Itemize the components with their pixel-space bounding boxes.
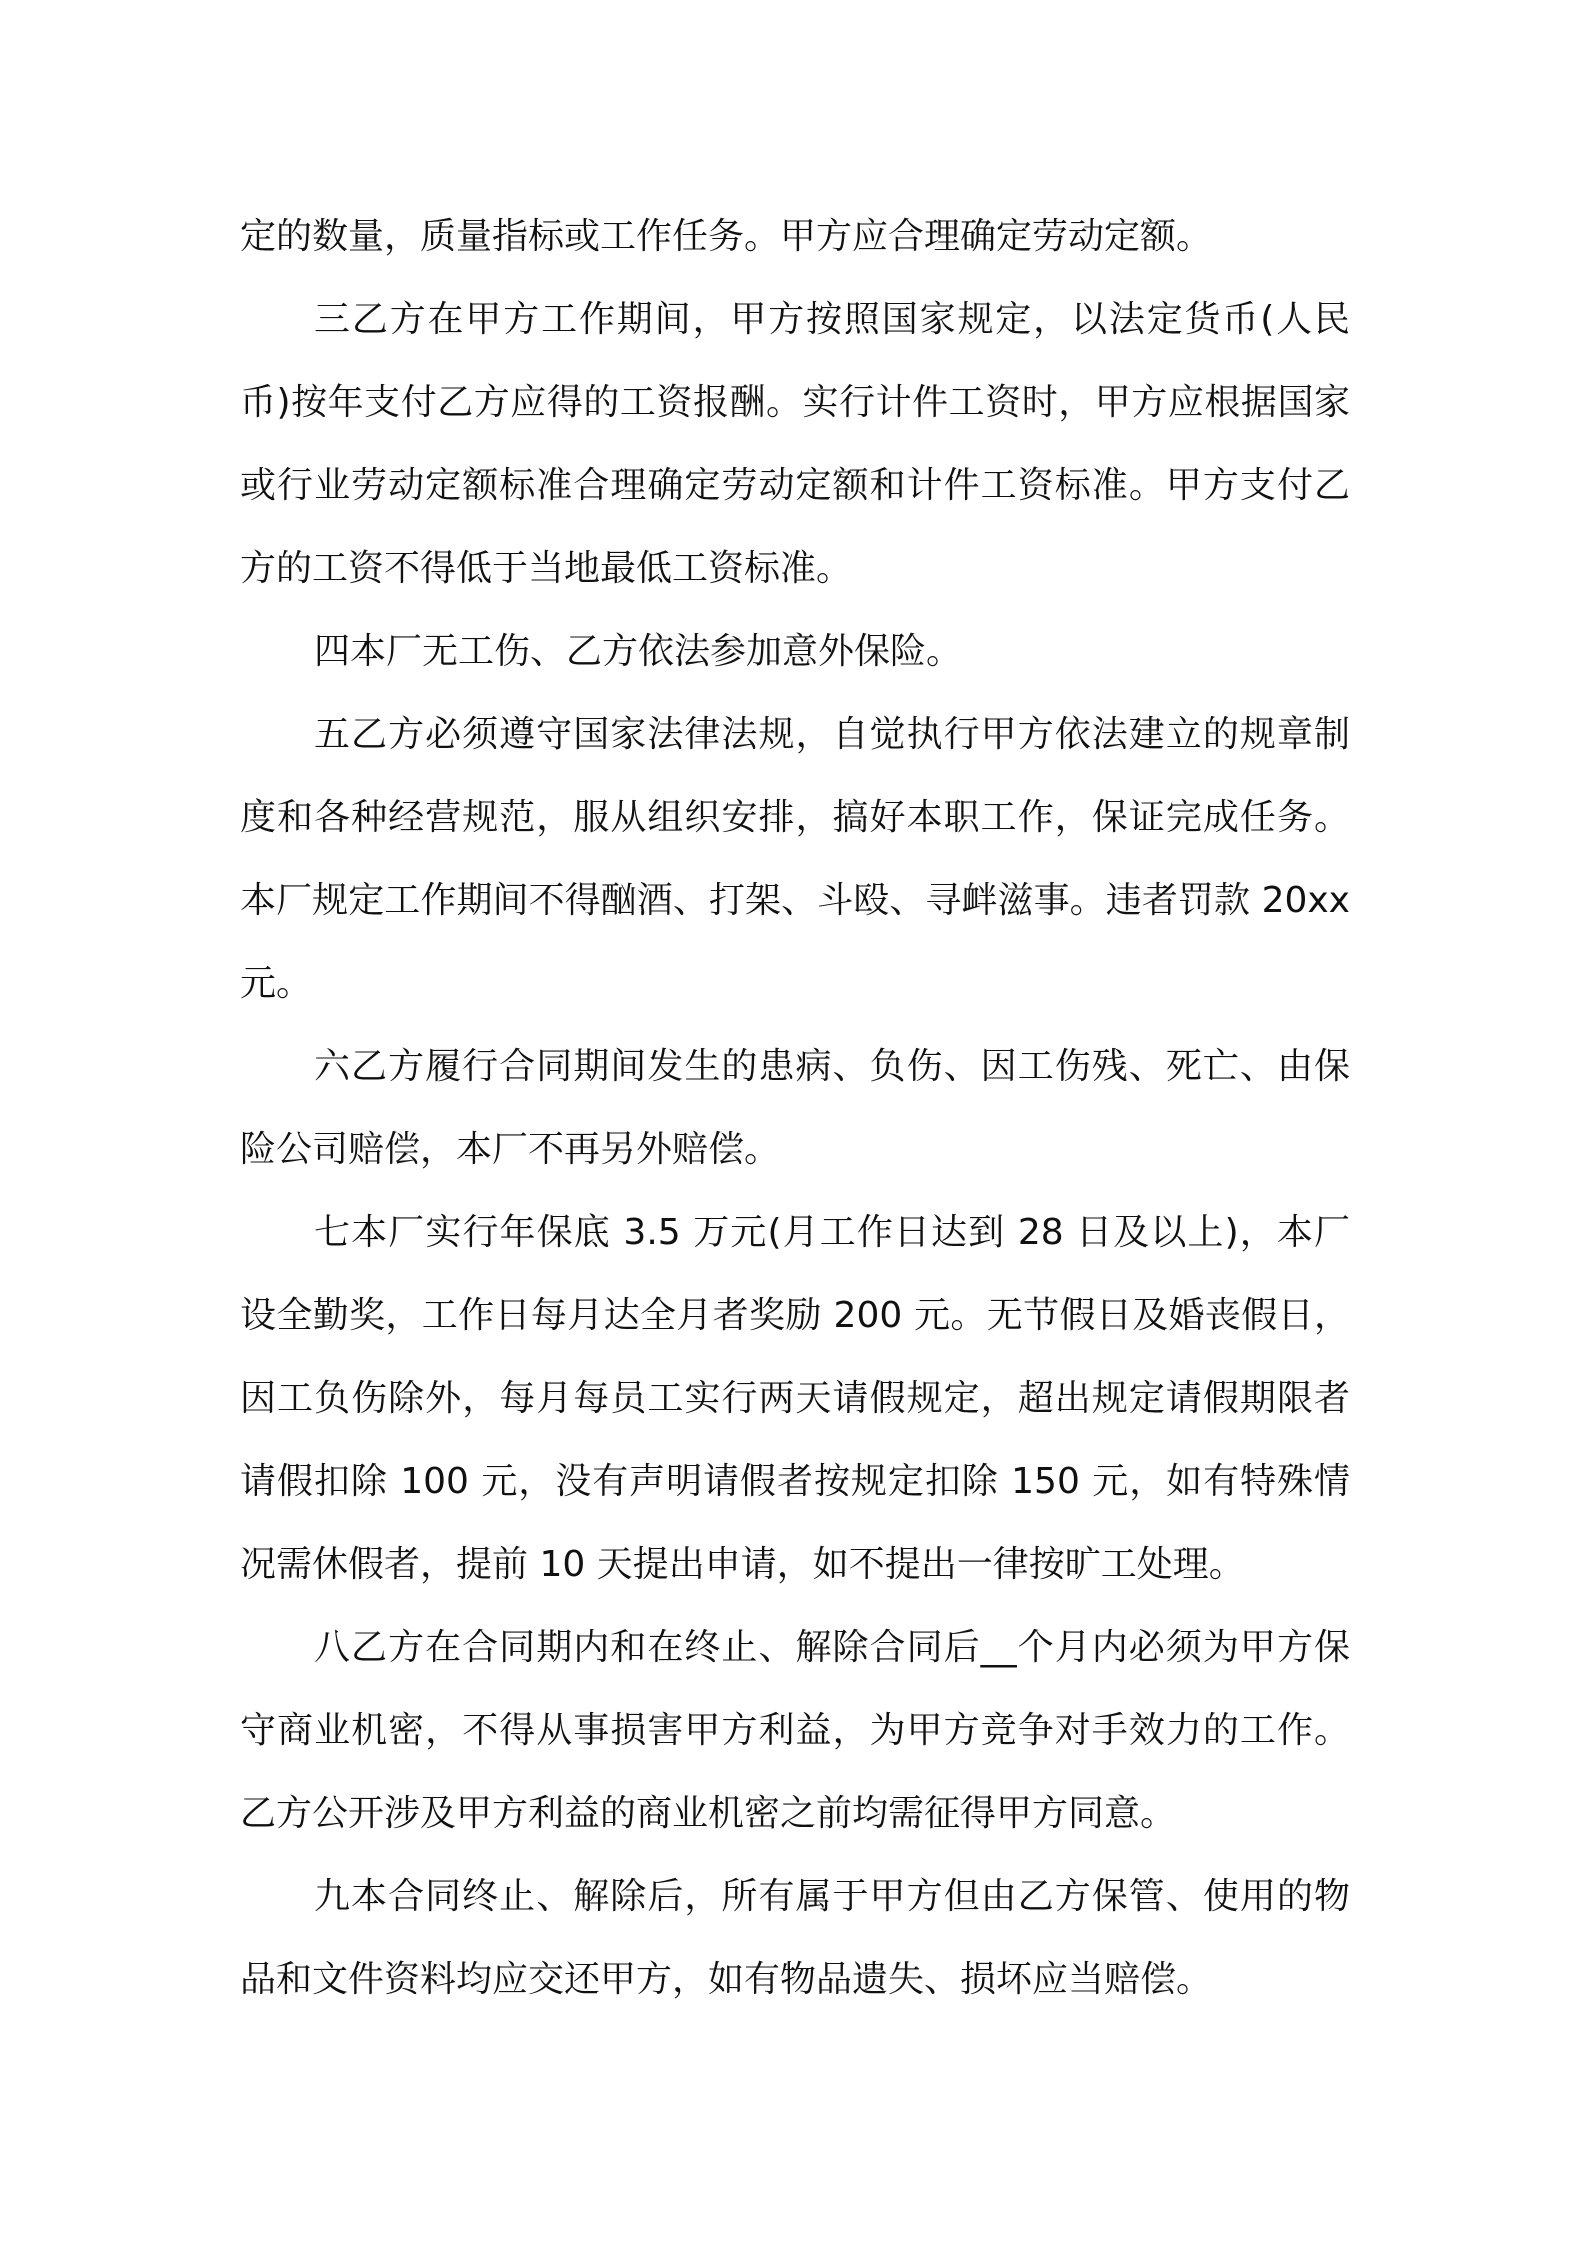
paragraph-clause-8: 八乙方在合同期内和在终止、解除合同后__个月内必须为甲方保守商业机密，不得从事损害甲方利益，为甲方竞争对手效力的工作。乙方公开涉及甲方利益的商业机密之前均需征得甲方同意。	[240, 1627, 1350, 1834]
paragraph-clause-3: 三乙方在甲方工作期间，甲方按照国家规定，以法定货币(人民币)按年支付乙方应得的工资报酬。实行计件工资时，甲方应根据国家或行业劳动定额标准合理确定劳动定额和计件工资标准。甲方支付乙方的工资不得低于当地最低工资标准。	[240, 299, 1350, 589]
paragraph-clause-6: 六乙方履行合同期间发生的患病、负伤、因工伤残、死亡、由保险公司赔偿，本厂不再另外赔偿。	[240, 1046, 1350, 1170]
paragraph-clause-5: 五乙方必须遵守国家法律法规，自觉执行甲方依法建立的规章制度和各种经营规范，服从组织安排，搞好本职工作，保证完成任务。本厂规定工作期间不得酗酒、打架、斗殴、寻衅滋事。违者罚款 20xx 元。	[240, 714, 1350, 1004]
paragraph-clause-4: 四本厂无工伤、乙方依法参加意外保险。	[314, 631, 963, 672]
paragraph-continuation: 定的数量，质量指标或工作任务。甲方应合理确定劳动定额。	[240, 216, 1213, 257]
paragraph-clause-7: 七本厂实行年保底 3.5 万元(月工作日达到 28 日及以上)，本厂设全勤奖，工作日每月达全月者奖励 200 元。无节假日及婚丧假日，因工负伤除外，每月每员工实行两天请假规定，超出规定请假期限者请假扣除 100 元，没有声明请假者按规定扣除 150 元，如有特殊情况需休假者，提前 10 天提出申请，如不提出一律按旷工处理。	[240, 1212, 1350, 1585]
paragraph-clause-9: 九本合同终止、解除后，所有属于甲方但由乙方保管、使用的物品和文件资料均应交还甲方，如有物品遗失、损坏应当赔偿。	[240, 1876, 1350, 2000]
document-body	[240, 195, 1350, 2021]
